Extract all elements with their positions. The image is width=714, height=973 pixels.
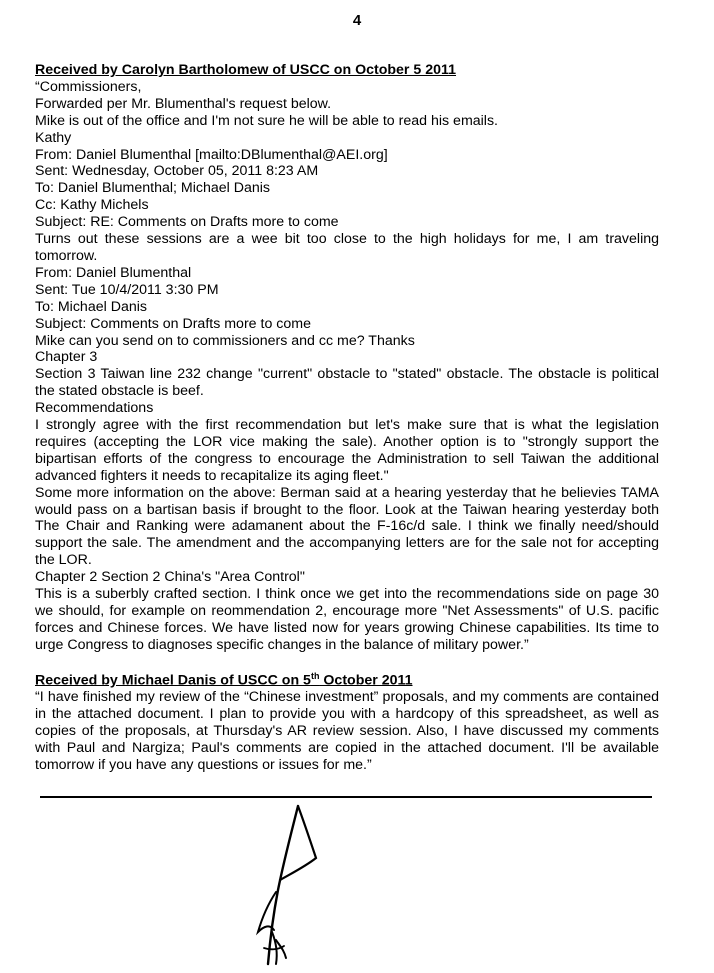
email-from: From: Daniel Blumenthal [mailto:DBlumenthal@AEI.org] <box>35 146 388 163</box>
text-paragraph: Section 3 Taiwan line 232 change "current" obstacle to "stated" obstacle. The obstacle is political the stated obstacle is beef. <box>35 366 659 400</box>
text-line: Forwarded per Mr. Blumenthal's request below. <box>35 95 332 112</box>
email-subject: Subject: Comments on Drafts more to come <box>35 315 311 332</box>
text-line: Mike is out of the office and I'm not sure he will be able to read his emails. <box>35 112 498 129</box>
text-paragraph: This is a suberbly crafted section. I think once we get into the recommendations side on page 30 we should, for example on reommendation 2, encourage more "Net Assessments" of U.S. pacific forces and Chinese forces. We have listed now for years growing Chinese capabilities. Its time to urge Congress to diagnoses specific changes in the balance of military power.” <box>35 586 659 653</box>
heading-text: October 2011 <box>319 672 413 689</box>
email-sent: Sent: Tue 10/4/2011 3:30 PM <box>35 281 219 298</box>
text-paragraph: Turns out these sessions are a wee bit too close to the high holidays for me, I am traveling tomorrow. <box>35 231 659 264</box>
email-subject: Subject: RE: Comments on Drafts more to come <box>35 214 339 231</box>
section-gap <box>35 654 659 668</box>
text-paragraph: “I have finished my review of the “Chinese investment” proposals, and my comments are contained in the attached document. I plan to provide you with a hardcopy of this spreadsheet, as well as copies of the proposals, at Thursday's AR review session. Also, I have discussed my comments with Paul and Nargiza; Paul's comments are copied in the attached document. I'll be available tomorrow if you have any questions or issues for me.” <box>35 689 659 773</box>
heading-superscript: th <box>310 670 320 681</box>
text-paragraph: I strongly agree with the first recommendation but let's make sure that is what the legislation requires (accepting the LOR vice making the sale). Another option is to "strongly support the bipartisan efforts of the congress to encourage the Administration to sell Taiwan the additional advanced fighters it needs to recapitalize its aging fleet." <box>35 417 659 484</box>
text-line: Chapter 2 Section 2 China's "Area Control" <box>35 569 305 586</box>
text-line: Recommendations <box>35 400 154 417</box>
email-cc: Cc: Kathy Michels <box>35 197 149 214</box>
text-line: Kathy <box>35 129 72 146</box>
heading-text: Received by Michael Danis of USCC on 5 <box>35 672 311 689</box>
text-line: “Commissioners, <box>35 78 142 95</box>
email-from: From: Daniel Blumenthal <box>35 264 192 281</box>
email-sent: Sent: Wednesday, October 05, 2011 8:23 AM <box>35 163 319 180</box>
section-heading-danis <box>35 668 659 690</box>
signature-divider <box>40 796 652 798</box>
text-paragraph: Some more information on the above: Berman said at a hearing yesterday that he believies TAMA would pass on a bartisan basis if brought to the floor. Look at the Taiwan hearing yesterday both The Chair and Ranking were adamanent about the F-16c/d sale. I think we finally need/should support the sale. The amendment and the accompanying letters are for the sale not for accepting the LOR. <box>35 484 659 569</box>
text-line: Chapter 3 <box>35 349 98 366</box>
text-line: Mike can you send on to commissioners and cc me? Thanks <box>35 332 415 349</box>
email-to: To: Daniel Blumenthal; Michael Danis <box>35 180 270 197</box>
page-number: 4 <box>352 12 362 29</box>
section-heading-bartholomew: Received by Carolyn Bartholomew of USCC on October 5 2011 <box>35 62 457 78</box>
email-to: To: Michael Danis <box>35 298 147 315</box>
handwritten-signature <box>240 800 340 970</box>
document-body <box>35 62 659 774</box>
